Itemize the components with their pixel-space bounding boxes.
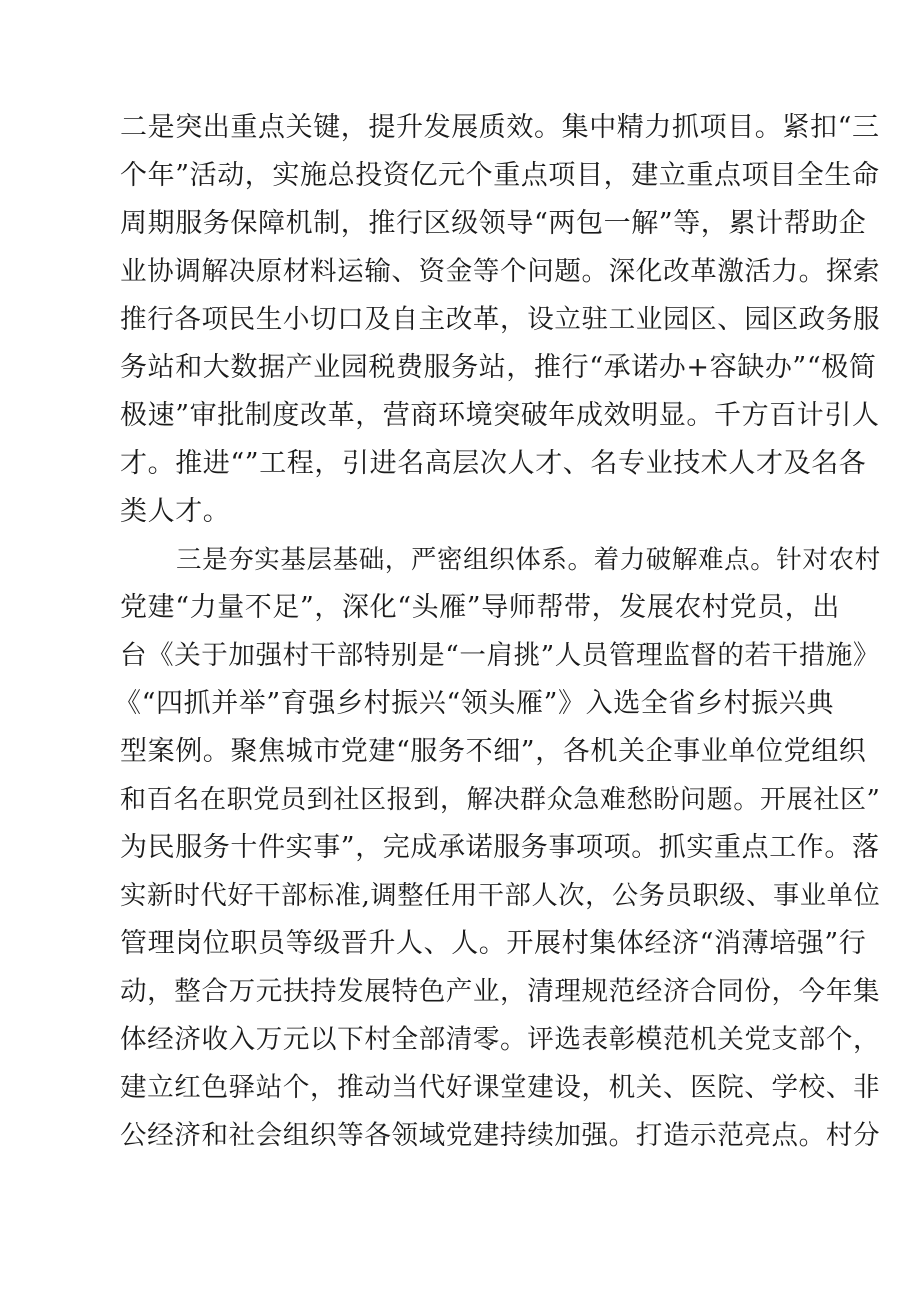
text-line: 实新时代好干部标准,调整任用干部人次，公务员职级、事业单位	[120, 881, 881, 911]
text-line: 管理岗位职员等级晋升人、人。开展村集体经济“消薄培强”行	[120, 928, 867, 959]
text-line: 为民服务十件实事”，完成承诺服务事项项。抓实重点工作。落	[120, 832, 880, 863]
text-line: 公经济和社会组织等各领域党建持续加强。打造示范亮点。村分	[120, 1120, 881, 1151]
text-line: 三是夯实基层基础，严密组织体系。着力破解难点。针对农村	[176, 545, 881, 575]
text-line: 周期服务保障机制，推行区级领导“两包一解”等，累计帮助企	[120, 208, 867, 239]
text-line: 建立红色驿站个，推动当代好课堂建设，机关、医院、学校、非	[120, 1072, 881, 1103]
text-line: 台《关于加强村干部特别是“一肩挑”人员管理监督的若干措施》	[120, 640, 880, 671]
text-line: 推行各项民生小切口及自主改革，设立驻工业园区、园区政务服	[120, 304, 881, 335]
text-line: 类人才。	[120, 496, 231, 527]
text-line: 业协调解决原材料运输、资金等个问题。深化改革激活力。探索	[120, 256, 881, 287]
text-line: 二是突出重点关键，提升发展质效。集中精力抓项目。紧扣“三	[120, 112, 880, 143]
text-line: 《“四抓并举”育强乡村振兴“领头雁”》入选全省乡村振兴典	[114, 688, 835, 719]
text-line: 体经济收入万元以下村全部清零。评选表彰模范机关党支部个，	[120, 1024, 881, 1055]
text-line: 才。推进“”工程，引进名高层次人才、名专业技术人才及名各	[120, 448, 867, 479]
text-line: 型案例。聚焦城市党建“服务不细”，各机关企事业单位党组织	[120, 736, 867, 767]
text-line: 和百名在职党员到社区报到，解决群众急难愁盼问题。开展社区”	[120, 785, 881, 815]
text-line: 极速”审批制度改革，营商环境突破年成效明显。千方百计引人	[120, 400, 880, 431]
text-line: 党建“力量不足”，深化“头雁”导师帮带，发展农村党员，出	[120, 592, 841, 623]
text-line: 动，整合万元扶持发展特色产业，清理规范经济合同份，今年集	[120, 976, 881, 1007]
text-line: 务站和大数据产业园税费服务站，推行“承诺办+容缺办”“极简	[120, 352, 877, 383]
text-line: 个年”活动，实施总投资亿元个重点项目，建立重点项目全生命	[120, 160, 880, 191]
